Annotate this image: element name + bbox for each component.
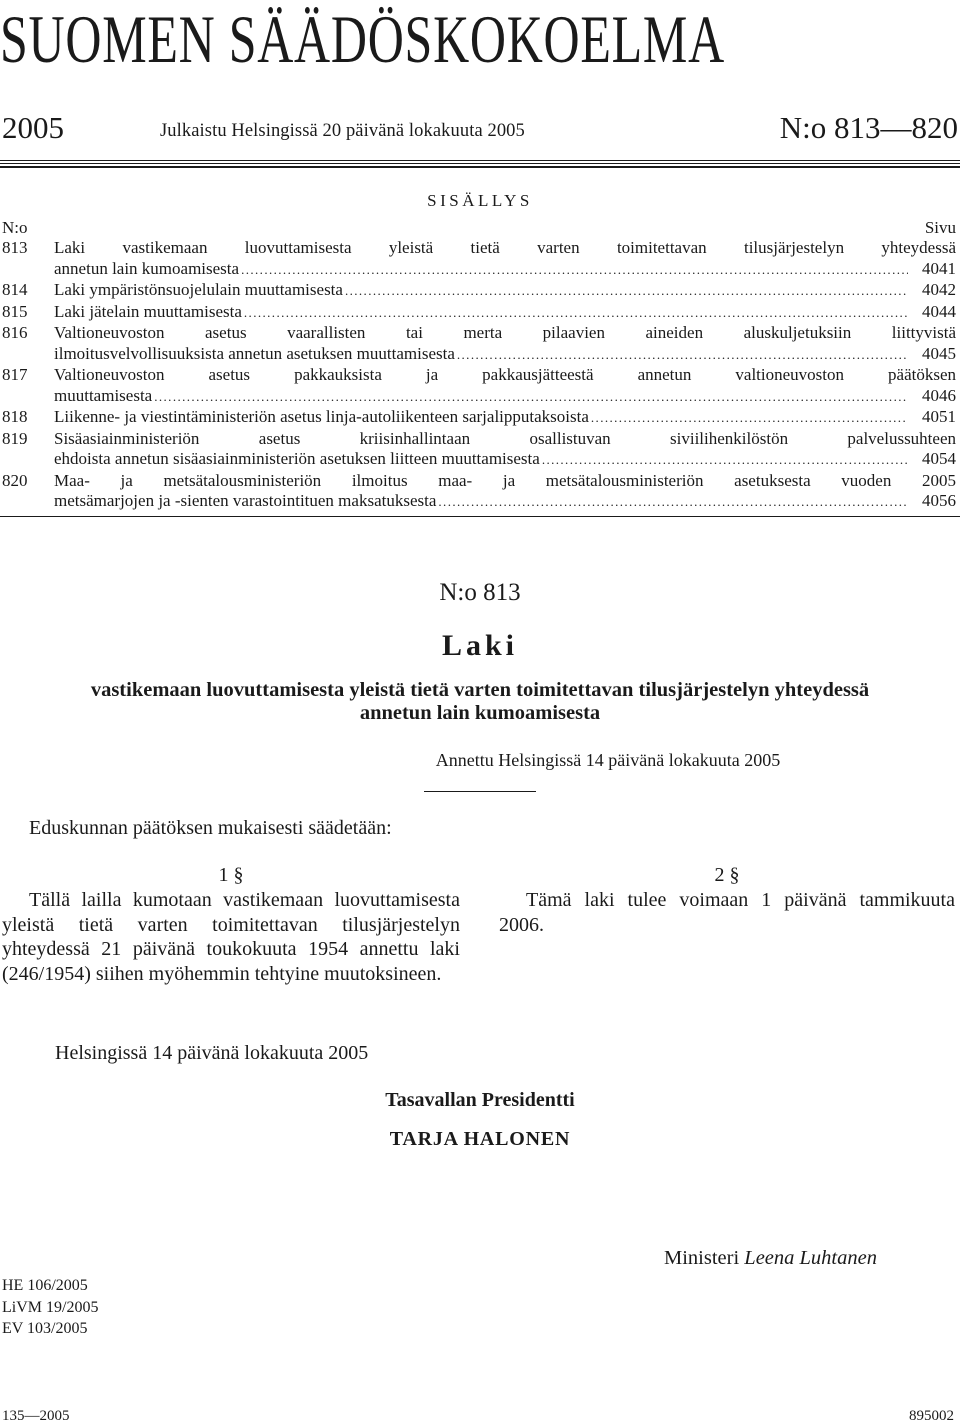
- toc-entry-title: Valtioneuvoston asetus pakkauksista ja pakkausjätteestä annetun valtioneuvoston päätöksen: [54, 365, 956, 384]
- separator-rule: [424, 791, 536, 792]
- toc-entry-815[interactable]: [2, 302, 956, 324]
- toc-entry-page: 4046: [922, 385, 956, 405]
- section-text: Tämä laki tulee voimaan 1 päivänä tammikuuta 2006.: [499, 889, 955, 936]
- toc-entry-title: Laki ympäristönsuojelulain muuttamisesta: [54, 280, 343, 299]
- section-2: [499, 862, 955, 937]
- toc-entry-814[interactable]: [2, 280, 956, 302]
- minister-name: Leena Luhtanen: [744, 1247, 877, 1269]
- toc-entry-page: 4045: [922, 343, 956, 363]
- act-number: N:o 813: [439, 579, 521, 606]
- masthead-rule-thin-1: [0, 160, 960, 161]
- issue-row: [2, 108, 958, 148]
- toc-entry-number: 820: [2, 470, 28, 490]
- toc-entry-817[interactable]: [2, 365, 956, 407]
- toc-entry-title-end: annetun lain kumoamisesta: [54, 258, 240, 278]
- reference-item: EV 103/2005: [2, 1320, 88, 1337]
- leader-dots: [345, 281, 908, 302]
- footer-right-code: 895002: [909, 1408, 954, 1424]
- publication-title: SUOMEN SÄÄDÖSKOKOELMA: [0, 1, 725, 77]
- leader-dots: [154, 387, 908, 408]
- toc-entry-title: Maa- ja metsätalousministeriön ilmoitus maa- ja metsätalousministeriön asetuksesta vuoden 2005: [54, 470, 956, 490]
- publication-date: Julkaistu Helsingissä 20 päivänä lokakuuta 2005: [160, 121, 525, 141]
- toc-entry-number: 819: [2, 428, 28, 448]
- toc-entry-title-end: ehdoista annetun sisäasiainministeriön asetuksen liitteen muuttamisesta: [54, 449, 540, 468]
- given-date: Annettu Helsingissä 14 päivänä lokakuuta 2005: [435, 750, 781, 770]
- act-title-line: vastikemaan luovuttamisesta yleistä tietä varten toimitettavan tilusjärjestelyn yhteydessä: [90, 679, 870, 701]
- toc-column-number: N:o: [2, 218, 28, 237]
- issue-number-range: N:o 813—820: [779, 110, 958, 145]
- leader-dots: [542, 450, 908, 471]
- place-and-date: Helsingissä 14 päivänä lokakuuta 2005: [55, 1042, 369, 1064]
- toc-entry-number: 818: [2, 407, 28, 426]
- reference-item: HE 106/2005: [2, 1277, 88, 1294]
- leader-dots: [241, 260, 908, 281]
- section-text: Tällä lailla kumotaan vastikemaan luovuttamisesta yleistä tietä varten toimitettavan tilusjärjestelyn yhteydessä 21 päivänä toukokuuta 1954 annettu laki (246/1954) siihen myöhemmin tehtyine muutoksineen.: [2, 889, 460, 986]
- toc-entry-page: 4054: [922, 449, 956, 468]
- toc-entry-number: 815: [2, 301, 28, 321]
- reference-item: LiVM 19/2005: [2, 1298, 99, 1316]
- act-type: Laki: [441, 629, 519, 662]
- president-title: Tasavallan Presidentti: [385, 1089, 575, 1111]
- minister-label: Ministeri: [664, 1247, 740, 1269]
- leader-dots: [591, 408, 908, 429]
- toc-column-page: Sivu: [924, 218, 956, 237]
- table-of-contents: [2, 238, 956, 513]
- toc-entry-page: 4044: [922, 301, 956, 321]
- act-title: [0, 679, 960, 725]
- toc-entry-number: 816: [2, 323, 28, 342]
- toc-entry-page: 4056: [922, 491, 956, 510]
- footer-left-code: 135—2005: [2, 1408, 70, 1424]
- section-1: [2, 862, 460, 987]
- toc-entry-title: Laki vastikemaan luovuttamisesta yleistä tietä varten toimitettavan tilusjärjestelyn yhteydessä: [54, 238, 956, 257]
- toc-entry-page: 4041: [922, 258, 956, 278]
- legislative-references: [2, 1275, 98, 1340]
- toc-entry-819[interactable]: [2, 429, 956, 471]
- toc-entry-title-end: muuttamisesta: [54, 385, 153, 405]
- act-title-line: annetun lain kumoamisesta: [359, 702, 601, 724]
- toc-title: SISÄLLYS: [427, 191, 533, 210]
- leader-dots: [244, 303, 908, 324]
- issue-year: 2005: [2, 110, 64, 145]
- enactment-clause: Eduskunnan päätöksen mukaisesti säädetään:: [29, 817, 392, 839]
- leader-dots: [438, 492, 908, 513]
- toc-entry-number: 813: [2, 238, 28, 257]
- toc-entry-813[interactable]: [2, 238, 956, 280]
- toc-entry-page: 4042: [922, 280, 956, 299]
- section-heading: 2 §: [714, 864, 740, 886]
- toc-bottom-rule: [0, 516, 960, 517]
- toc-entry-816[interactable]: [2, 323, 956, 365]
- toc-entry-title: Liikenne- ja viestintäministeriön asetus linja-autoliikenteen sarjalipputaksoista: [54, 407, 589, 426]
- masthead-rule-thin-2: [0, 163, 960, 164]
- minister-signature: [664, 1245, 877, 1271]
- masthead-rule-thick: [0, 166, 960, 168]
- toc-entry-title-end: ilmoitusvelvollisuuksista annetun asetuksen muuttamisesta: [54, 343, 455, 363]
- toc-entry-title: Laki jätelain muuttamisesta: [54, 301, 242, 321]
- toc-entry-818[interactable]: [2, 407, 956, 429]
- toc-entry-title-end: metsämarjojen ja -sienten varastointituen maksatuksesta: [54, 491, 437, 510]
- president-name: TARJA HALONEN: [389, 1128, 571, 1150]
- toc-entry-title: Sisäasiainministeriön asetus kriisinhallintaan osallistuvan siviilihenkilöstön palvelussuhteen: [54, 428, 956, 448]
- toc-entry-820[interactable]: [2, 471, 956, 513]
- toc-entry-number: 817: [2, 365, 28, 384]
- leader-dots: [457, 345, 908, 366]
- toc-entry-page: 4051: [922, 407, 956, 426]
- toc-entry-number: 814: [2, 280, 28, 299]
- toc-entry-title: Valtioneuvoston asetus vaarallisten tai merta pilaavien aineiden aluskuljetuksiin liittyvistä: [54, 323, 956, 342]
- section-heading: 1 §: [218, 864, 244, 886]
